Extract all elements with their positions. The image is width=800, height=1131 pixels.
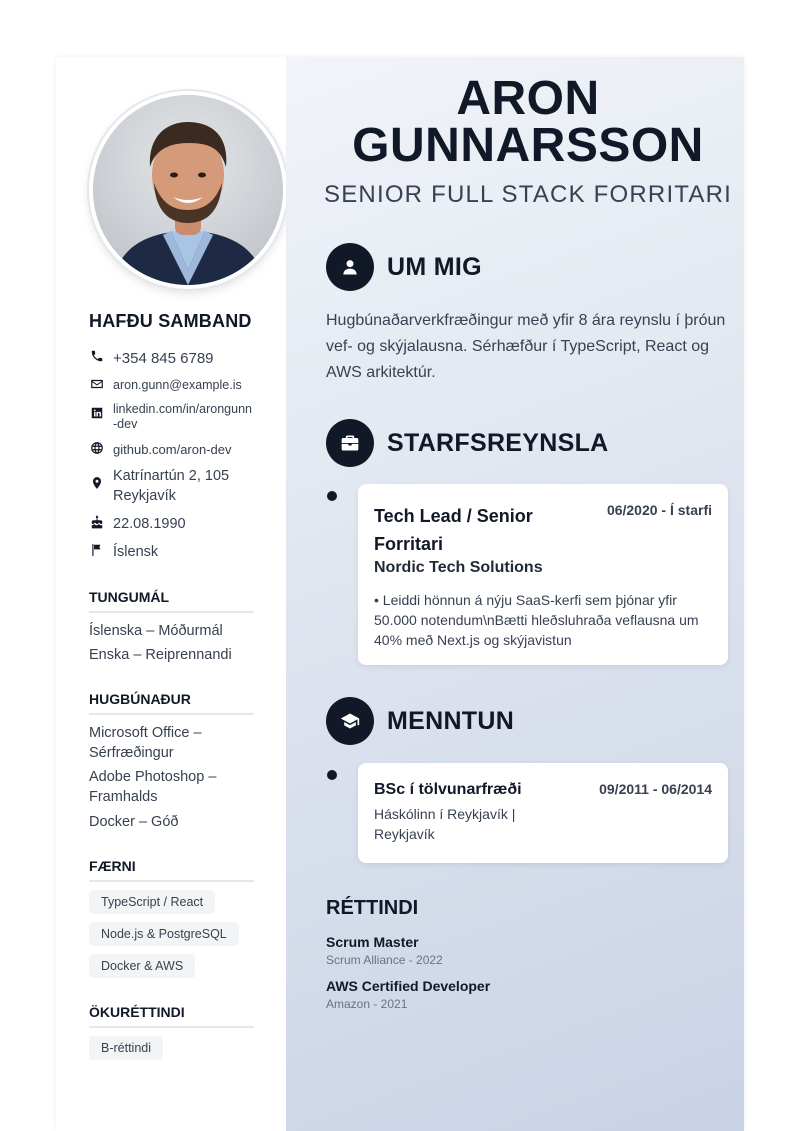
timeline-dot	[327, 770, 337, 780]
globe-icon	[89, 441, 105, 455]
last-name: GUNNARSSON	[352, 119, 704, 172]
contact-nationality-text: Íslensk	[113, 544, 159, 560]
about-heading: UM MIG	[387, 253, 482, 281]
job-title-entry: Tech Lead / Senior Forritari	[374, 506, 533, 554]
about-text: Hugbúnaðarverkfræðingur með yfir 8 ára reynslu í þróun vef- og skýjalausna. Sérhæfður í TypeScript, React og AWS arkitektúr.	[326, 312, 726, 381]
software-heading: HUGBÚNAÐUR	[89, 691, 254, 715]
contact-phone-text: +354 845 6789	[113, 350, 214, 367]
certifications-heading: RÉTTINDI	[326, 897, 419, 919]
contact-nationality	[89, 543, 259, 563]
resume-page	[56, 57, 744, 1131]
experience-heading: STARFSREYNSLA	[387, 429, 609, 457]
briefcase-icon	[326, 419, 374, 467]
contact-email[interactable]	[89, 377, 259, 394]
envelope-icon	[89, 377, 105, 391]
phone-icon	[89, 349, 105, 363]
language-item: Enska – Reiprennandi	[89, 647, 232, 663]
skill-chip: Docker & AWS	[89, 954, 195, 978]
cert-issuer: Scrum Alliance - 2022	[326, 953, 443, 967]
contact-linkedin-text: linkedin.com/in/arongunn-dev	[113, 402, 252, 431]
contact-phone[interactable]	[89, 349, 259, 369]
contact-birthdate-text: 22.08.1990	[113, 516, 186, 532]
education-date: 09/2011 - 06/2014	[599, 781, 712, 797]
skill-chip: Node.js & PostgreSQL	[89, 922, 239, 946]
job-date: 06/2020 - Í starfi	[606, 502, 712, 518]
contact-address-text: Katrínartún 2, 105 Reykjavík	[113, 468, 230, 504]
education-heading: MENNTUN	[387, 707, 515, 735]
license-heading: ÖKURÉTTINDI	[89, 1004, 254, 1028]
job-title: SENIOR FULL STACK FORRITARI	[324, 181, 732, 208]
contact-heading: HAFÐU SAMBAND	[89, 311, 252, 331]
first-name: ARON	[456, 72, 600, 125]
birthday-cake-icon	[89, 515, 105, 529]
contact-address	[89, 466, 259, 506]
cert-name: Scrum Master	[326, 934, 419, 950]
cert-name: AWS Certified Developer	[326, 978, 491, 994]
school-name: Háskólinn í Reykjavík | Reykjavík	[374, 806, 516, 842]
software-item: Microsoft Office – Sérfræðingur	[89, 725, 202, 761]
company-name: Nordic Tech Solutions	[374, 559, 543, 576]
license-chip: B-réttindi	[89, 1036, 163, 1060]
job-bullet: • Leiddi hönnun á nýju SaaS-kerfi sem þjónar yfir 50.000 notendum\nBætti hleðsluhraða veflausna um 40% með Next.js og skýjavistun	[374, 592, 699, 648]
contact-github-text: github.com/aron-dev	[113, 442, 232, 457]
education-card	[358, 763, 728, 863]
profile-photo	[89, 91, 287, 289]
main-content	[286, 57, 744, 1131]
user-icon	[326, 243, 374, 291]
skill-chip: TypeScript / React	[89, 890, 215, 914]
contact-linkedin[interactable]	[89, 402, 259, 432]
skills-heading: FÆRNI	[89, 858, 254, 882]
linkedin-icon	[89, 406, 105, 420]
contact-email-text: aron.gunn@example.is	[113, 378, 242, 392]
contact-birthdate	[89, 515, 259, 535]
cert-issuer: Amazon - 2021	[326, 997, 408, 1011]
software-item: Docker – Góð	[89, 814, 179, 830]
language-item: Íslenska – Móðurmál	[89, 623, 223, 639]
languages-heading: TUNGUMÁL	[89, 589, 254, 613]
location-pin-icon	[89, 476, 105, 490]
timeline-dot	[327, 491, 337, 501]
software-item: Adobe Photoshop – Framhalds	[89, 769, 217, 805]
flag-icon	[89, 543, 105, 557]
graduation-cap-icon	[326, 697, 374, 745]
person-portrait-icon	[93, 95, 283, 285]
sidebar	[56, 57, 286, 1131]
contact-github[interactable]	[89, 441, 259, 459]
degree-name: BSc í tölvunarfræði	[374, 781, 522, 798]
experience-card	[358, 484, 728, 665]
